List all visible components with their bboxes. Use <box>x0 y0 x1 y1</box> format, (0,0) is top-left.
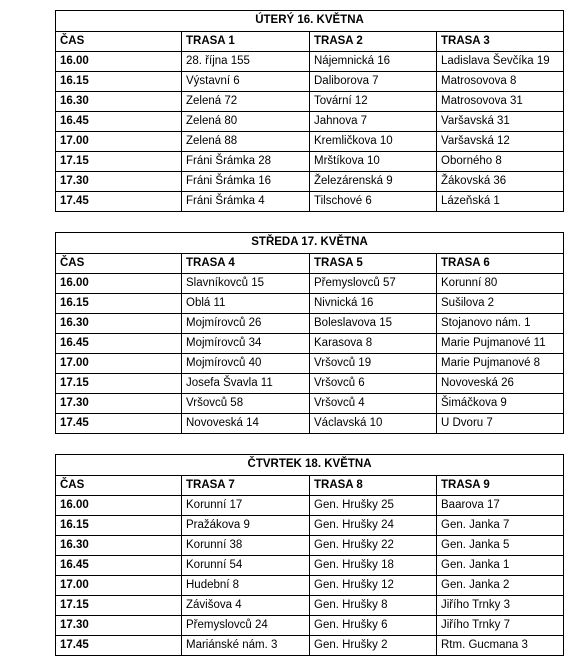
time-column-header: ČAS <box>56 32 182 52</box>
address-cell: Daliborova 7 <box>310 72 437 92</box>
address-cell: Jahnova 7 <box>310 112 437 132</box>
address-cell: Korunní 17 <box>182 496 310 516</box>
schedule-document <box>55 10 563 656</box>
address-cell: Jiřího Trnky 3 <box>437 596 564 616</box>
time-cell: 16.00 <box>56 274 182 294</box>
address-cell: Baarova 17 <box>437 496 564 516</box>
route-column-header: TRASA 5 <box>310 254 437 274</box>
time-cell: 16.00 <box>56 496 182 516</box>
table-gap <box>55 212 563 232</box>
schedule-table-day-2 <box>55 232 564 434</box>
address-cell: Vršovců 6 <box>310 374 437 394</box>
address-cell: Nájemnická 16 <box>310 52 437 72</box>
table-row <box>56 354 564 374</box>
time-cell: 16.15 <box>56 294 182 314</box>
address-cell: Mojmírovců 40 <box>182 354 310 374</box>
table-row <box>56 172 564 192</box>
route-column-header: TRASA 2 <box>310 32 437 52</box>
address-cell: Šimáčkova 9 <box>437 394 564 414</box>
address-cell: Václavská 10 <box>310 414 437 434</box>
time-cell: 17.00 <box>56 576 182 596</box>
table-row <box>56 314 564 334</box>
address-cell: Korunní 38 <box>182 536 310 556</box>
time-cell: 17.15 <box>56 596 182 616</box>
time-cell: 17.15 <box>56 374 182 394</box>
day-title: STŘEDA 17. KVĚTNA <box>56 233 564 254</box>
address-cell: Gen. Hrušky 6 <box>310 616 437 636</box>
table-row <box>56 556 564 576</box>
address-cell: Gen. Hrušky 18 <box>310 556 437 576</box>
time-cell: 17.45 <box>56 414 182 434</box>
time-cell: 16.30 <box>56 92 182 112</box>
route-column-header: TRASA 8 <box>310 476 437 496</box>
time-cell: 17.00 <box>56 354 182 374</box>
address-cell: Sušilova 2 <box>437 294 564 314</box>
address-cell: Zelená 88 <box>182 132 310 152</box>
time-cell: 16.15 <box>56 516 182 536</box>
schedule-table-day-3 <box>55 454 564 656</box>
address-cell: Stojanovo nám. 1 <box>437 314 564 334</box>
address-cell: Zelená 72 <box>182 92 310 112</box>
address-cell: Matrosovova 8 <box>437 72 564 92</box>
route-column-header: TRASA 1 <box>182 32 310 52</box>
time-column-header: ČAS <box>56 254 182 274</box>
time-column-header: ČAS <box>56 476 182 496</box>
address-cell: Mojmírovců 34 <box>182 334 310 354</box>
address-cell: Gen. Hrušky 12 <box>310 576 437 596</box>
table-row <box>56 374 564 394</box>
time-cell: 16.30 <box>56 536 182 556</box>
address-cell: Slavníkovců 15 <box>182 274 310 294</box>
table-row <box>56 636 564 656</box>
address-cell: Rtm. Gucmana 3 <box>437 636 564 656</box>
address-cell: Nivnická 16 <box>310 294 437 314</box>
time-cell: 16.15 <box>56 72 182 92</box>
table-row <box>56 576 564 596</box>
route-column-header: TRASA 3 <box>437 32 564 52</box>
table-row <box>56 192 564 212</box>
time-cell: 17.30 <box>56 172 182 192</box>
time-cell: 16.30 <box>56 314 182 334</box>
address-cell: Pražákova 9 <box>182 516 310 536</box>
address-cell: Mojmírovců 26 <box>182 314 310 334</box>
time-cell: 17.00 <box>56 132 182 152</box>
address-cell: Kremličkova 10 <box>310 132 437 152</box>
address-cell: Vršovců 58 <box>182 394 310 414</box>
address-cell: Lázeňská 1 <box>437 192 564 212</box>
address-cell: Varšavská 12 <box>437 132 564 152</box>
table-row <box>56 92 564 112</box>
table-row <box>56 112 564 132</box>
table-row <box>56 152 564 172</box>
table-row <box>56 414 564 434</box>
address-cell: Závišova 4 <box>182 596 310 616</box>
address-cell: Novoveská 14 <box>182 414 310 434</box>
address-cell: Gen. Janka 1 <box>437 556 564 576</box>
address-cell: Marie Pujmanové 8 <box>437 354 564 374</box>
time-cell: 16.45 <box>56 556 182 576</box>
address-cell: Gen. Janka 7 <box>437 516 564 536</box>
address-cell: Varšavská 31 <box>437 112 564 132</box>
day-title-row <box>56 455 564 476</box>
address-cell: Marie Pujmanové 11 <box>437 334 564 354</box>
address-cell: Mrštíkova 10 <box>310 152 437 172</box>
address-cell: Přemyslovců 57 <box>310 274 437 294</box>
table-row <box>56 334 564 354</box>
address-cell: Karasova 8 <box>310 334 437 354</box>
column-header-row <box>56 254 564 274</box>
address-cell: Gen. Hrušky 22 <box>310 536 437 556</box>
address-cell: Gen. Janka 2 <box>437 576 564 596</box>
time-cell: 17.30 <box>56 394 182 414</box>
table-row <box>56 596 564 616</box>
table-row <box>56 294 564 314</box>
schedule-table-day-1 <box>55 10 564 212</box>
address-cell: Tovární 12 <box>310 92 437 112</box>
address-cell: Fráni Šrámka 4 <box>182 192 310 212</box>
address-cell: Výstavní 6 <box>182 72 310 92</box>
time-cell: 17.45 <box>56 636 182 656</box>
address-cell: Gen. Hrušky 24 <box>310 516 437 536</box>
address-cell: Gen. Hrušky 8 <box>310 596 437 616</box>
address-cell: Přemyslovců 24 <box>182 616 310 636</box>
address-cell: Jiřího Trnky 7 <box>437 616 564 636</box>
address-cell: Fráni Šrámka 28 <box>182 152 310 172</box>
address-cell: Oblá 11 <box>182 294 310 314</box>
time-cell: 17.30 <box>56 616 182 636</box>
route-column-header: TRASA 7 <box>182 476 310 496</box>
day-title: ČTVRTEK 18. KVĚTNA <box>56 455 564 476</box>
address-cell: Fráni Šrámka 16 <box>182 172 310 192</box>
table-row <box>56 52 564 72</box>
address-cell: Korunní 80 <box>437 274 564 294</box>
address-cell: Vršovců 4 <box>310 394 437 414</box>
address-cell: Tilschové 6 <box>310 192 437 212</box>
address-cell: Oborného 8 <box>437 152 564 172</box>
table-gap <box>55 434 563 454</box>
address-cell: Korunní 54 <box>182 556 310 576</box>
address-cell: Hudební 8 <box>182 576 310 596</box>
address-cell: U Dvoru 7 <box>437 414 564 434</box>
address-cell: Josefa Švavla 11 <box>182 374 310 394</box>
address-cell: Boleslavova 15 <box>310 314 437 334</box>
time-cell: 17.15 <box>56 152 182 172</box>
address-cell: Novoveská 26 <box>437 374 564 394</box>
address-cell: Gen. Hrušky 2 <box>310 636 437 656</box>
column-header-row <box>56 32 564 52</box>
address-cell: Vršovců 19 <box>310 354 437 374</box>
day-title-row <box>56 233 564 254</box>
column-header-row <box>56 476 564 496</box>
route-column-header: TRASA 4 <box>182 254 310 274</box>
table-row <box>56 394 564 414</box>
address-cell: Ladislava Ševčíka 19 <box>437 52 564 72</box>
address-cell: Zelená 80 <box>182 112 310 132</box>
address-cell: Gen. Hrušky 25 <box>310 496 437 516</box>
route-column-header: TRASA 9 <box>437 476 564 496</box>
time-cell: 16.00 <box>56 52 182 72</box>
route-column-header: TRASA 6 <box>437 254 564 274</box>
table-row <box>56 72 564 92</box>
address-cell: 28. října 155 <box>182 52 310 72</box>
address-cell: Mariánské nám. 3 <box>182 636 310 656</box>
address-cell: Matrosovova 31 <box>437 92 564 112</box>
address-cell: Žákovská 36 <box>437 172 564 192</box>
time-cell: 16.45 <box>56 334 182 354</box>
day-title: ÚTERÝ 16. KVĚTNA <box>56 11 564 32</box>
table-row <box>56 536 564 556</box>
time-cell: 16.45 <box>56 112 182 132</box>
time-cell: 17.45 <box>56 192 182 212</box>
table-row <box>56 274 564 294</box>
table-row <box>56 516 564 536</box>
address-cell: Gen. Janka 5 <box>437 536 564 556</box>
table-row <box>56 132 564 152</box>
table-row <box>56 496 564 516</box>
table-row <box>56 616 564 636</box>
address-cell: Železárenská 9 <box>310 172 437 192</box>
day-title-row <box>56 11 564 32</box>
